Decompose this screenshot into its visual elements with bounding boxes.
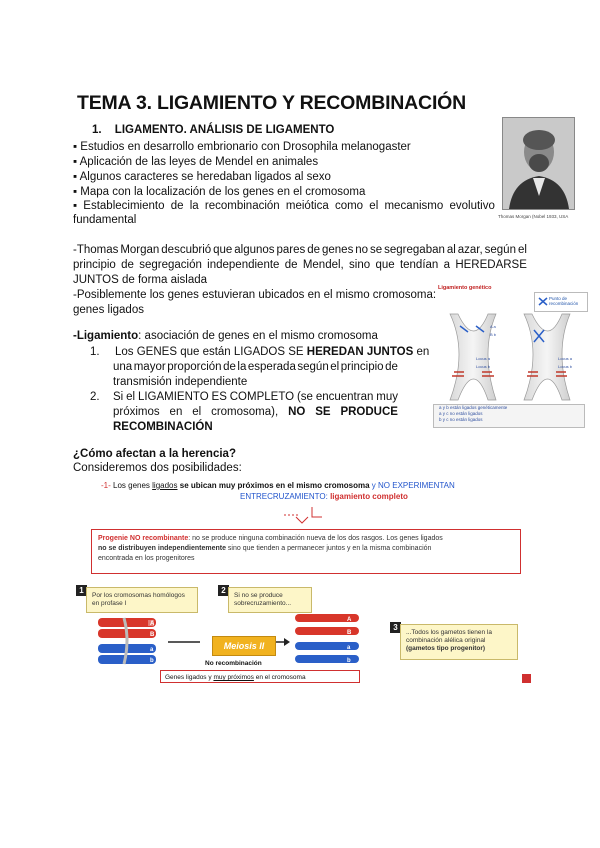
allele-label: A	[347, 617, 352, 623]
word: el	[369, 200, 379, 212]
word: una	[113, 361, 133, 373]
case-text-red: ligamiento completo	[327, 492, 408, 501]
word: LIGAMIENTO	[137, 391, 209, 403]
word: de	[121, 259, 134, 271]
word: SE	[315, 406, 331, 418]
figure-note	[433, 404, 585, 428]
page-marker	[522, 674, 531, 683]
word: de	[385, 361, 398, 373]
word: evolutivo	[449, 200, 495, 212]
figure-legend	[534, 292, 588, 312]
word: principio	[73, 259, 116, 271]
word: de	[223, 361, 236, 373]
step-callout: Por los cromosomas homólogos en profase I	[86, 587, 198, 613]
word: el	[126, 391, 136, 403]
paragraph-line	[73, 258, 527, 273]
word: sino	[349, 259, 371, 271]
word: esperada	[247, 361, 296, 373]
progeny-text: : no se produce ninguna combinación nueva de los dos rasgos. Los genes ligados	[188, 535, 443, 542]
word: Establecimiento	[83, 200, 165, 212]
bullet-line-end: fundamental	[73, 214, 137, 226]
word: NO	[288, 406, 306, 418]
paragraph-line: genes ligados	[73, 304, 144, 316]
linkage-chromosomes	[440, 312, 590, 404]
word: como	[334, 200, 364, 212]
page-title: TEMA 3. LIGAMIENTO Y RECOMBINACIÓN	[77, 92, 467, 114]
list-line: transmisión independiente	[113, 376, 248, 388]
step-number: 3	[390, 622, 401, 633]
word: que	[213, 244, 233, 256]
list-line	[113, 360, 398, 375]
word: próximos	[113, 406, 160, 418]
paragraph-morgan	[73, 243, 527, 288]
word: el	[192, 406, 202, 418]
figure-label: Locus b	[558, 364, 573, 369]
genes-caption-box	[160, 670, 360, 683]
genes-text: en el cromosoma	[253, 674, 306, 681]
word: el	[330, 361, 340, 373]
word: algunos	[234, 244, 275, 256]
word: proporción	[167, 361, 222, 373]
question-subtitle: Consideremos dos posibilidades:	[73, 462, 242, 474]
word: Mendel,	[302, 259, 344, 271]
case-text: Los genes	[110, 481, 153, 490]
word: (se	[296, 391, 313, 403]
paragraph-line	[73, 243, 527, 258]
figure-legend-text: Punto de recombinación	[549, 296, 579, 306]
word: se	[370, 244, 383, 256]
word: no	[355, 244, 369, 256]
word: ES	[211, 391, 227, 403]
figure-note-line: a y b están ligados genéticamente	[439, 405, 508, 410]
step-callout-bold: (gametos tipo progenitor)	[406, 645, 486, 652]
word: la	[237, 361, 247, 373]
word: al	[446, 244, 456, 256]
word: tendían	[399, 259, 439, 271]
figure-title: Ligamiento genético	[438, 285, 492, 291]
bullet-item: ▪ Mapa con la localización de los genes en el cromosoma	[73, 186, 366, 198]
list-number: 2.	[90, 391, 100, 403]
section-title: LIGAMENTO. ANÁLISIS DE LIGAMENTO	[114, 124, 335, 136]
word: pares	[276, 244, 306, 256]
word: cromosoma),	[211, 406, 279, 418]
arrow-down-icon	[282, 505, 326, 525]
allele-label: b	[347, 658, 351, 664]
figure-label: Locus a	[476, 356, 491, 361]
step-number: 1	[76, 585, 87, 596]
step-callout	[400, 624, 518, 660]
no-recombination-label: No recombinación	[205, 660, 262, 667]
case-text-blue: ENTRECRUZAMIENTO:	[240, 492, 328, 501]
genes-text: muy próximos	[213, 674, 254, 681]
word: según	[484, 244, 516, 256]
allele-label: B	[150, 632, 155, 638]
word: a	[443, 259, 451, 271]
genes-text: y	[206, 674, 214, 681]
case-line	[101, 481, 455, 490]
list-line: RECOMBINACIÓN	[113, 421, 213, 433]
list-item	[90, 345, 430, 390]
paragraph-hypothesis	[73, 288, 436, 318]
word: segregación	[139, 259, 202, 271]
figure-label: Locus b	[476, 364, 491, 369]
word: en	[169, 406, 183, 418]
word: azar,	[457, 244, 483, 256]
paragraph-line: JUNTOS de forma aislada	[73, 274, 208, 286]
case-number: -1-	[101, 481, 111, 490]
bullet-item-long	[73, 199, 495, 227]
definition-text: : asociación de genes en el mismo cromosoma	[138, 330, 378, 342]
crossover-icon	[538, 297, 548, 306]
progeny-label: Progenie NO recombinante	[98, 535, 189, 542]
morgan-portrait	[502, 117, 575, 210]
figure-label: Locus a	[558, 356, 573, 361]
bullet-item: ▪ Estudios en desarrollo embrionario con Drosophila melanogaster	[73, 141, 411, 153]
list-text-bold: HEREDAN JUNTOS	[306, 346, 414, 358]
figure-note-line: a y c no están ligados	[439, 411, 483, 416]
allele-label: A	[150, 621, 155, 627]
progeny-text-bold: no se distribuyen independientemente	[98, 545, 226, 552]
word: independiente	[207, 259, 280, 271]
word: según	[297, 361, 329, 373]
homologous-pair	[98, 618, 156, 664]
word: COMPLETO	[229, 391, 295, 403]
case-text-blue: y NO EXPERIMENTAN	[369, 481, 455, 490]
word: HEREDARSE	[455, 259, 527, 271]
bullet-item: ▪ Aplicación de las leyes de Mendel en animales	[73, 156, 319, 168]
list-text: Los GENES que están LIGADOS SE	[115, 346, 307, 358]
word: ▪	[73, 200, 78, 212]
list-line	[113, 405, 398, 420]
progeny-text: encontrada en los progenitores	[98, 555, 195, 562]
word: recombinación	[204, 200, 280, 212]
case-text-bold: se ubican muy próximos en el mismo cromosoma	[177, 481, 370, 490]
word: de	[284, 259, 298, 271]
step-callout: Si no se produce sobrecruzamiento...	[228, 587, 312, 613]
allele-label: b	[150, 658, 154, 664]
case-text: ligados	[152, 481, 178, 490]
question-title: ¿Cómo afectan a la herencia?	[73, 448, 236, 460]
word: de	[307, 244, 321, 256]
progeny-text: sino que tienden a permanecer juntos y en la misma combinación	[225, 545, 432, 552]
progeny-box	[91, 529, 521, 574]
allele-label: B	[347, 630, 352, 636]
figure-label: B b	[490, 332, 497, 337]
definition-term: -Ligamiento	[73, 330, 139, 342]
word: meiótica	[285, 200, 329, 212]
photo-caption: Thomas Morgan (Nobel 1933, USA	[498, 214, 569, 219]
word: mayor	[133, 361, 166, 373]
word: que	[375, 259, 395, 271]
allele-label: a	[347, 645, 351, 651]
allele-label: a	[150, 647, 154, 653]
word: -Thomas	[73, 244, 119, 256]
word: principio	[340, 361, 384, 373]
word: mecanismo	[384, 200, 444, 212]
bullet-item: ▪ Algunos caracteres se heredaban ligados al sexo	[73, 171, 331, 183]
figure-note-line: b y c no están ligados	[439, 417, 483, 422]
case-line	[240, 492, 408, 501]
word: muy	[376, 391, 398, 403]
word: PRODUCE	[340, 406, 398, 418]
word: la	[189, 200, 199, 212]
genes-text: Genes ligados	[165, 674, 207, 681]
word: genes	[321, 244, 354, 256]
word: Si	[113, 391, 124, 403]
word: de	[170, 200, 184, 212]
definition	[73, 330, 378, 342]
list-line	[113, 390, 398, 405]
list-text: en	[413, 346, 430, 358]
list-number: 1.	[90, 346, 100, 358]
step-callout-text: ...Todos los gametos tienen la combinación alélica original	[406, 629, 492, 644]
paragraph-line: -Posiblemente los genes estuvieran ubicados en el mismo cromosoma:	[73, 289, 437, 301]
section-number: 1.	[92, 124, 102, 136]
meiosis-label: Meiosis II	[212, 636, 276, 656]
step-number: 2	[218, 585, 229, 596]
word: el	[517, 244, 527, 256]
bullet-line	[73, 199, 495, 213]
word: Morgan	[120, 244, 160, 256]
list-item	[90, 390, 398, 435]
section-heading	[92, 124, 334, 136]
figure-label: A a	[490, 324, 496, 329]
word: encuentran	[315, 391, 374, 403]
word: descubrió	[161, 244, 212, 256]
word: segregaban	[384, 244, 445, 256]
